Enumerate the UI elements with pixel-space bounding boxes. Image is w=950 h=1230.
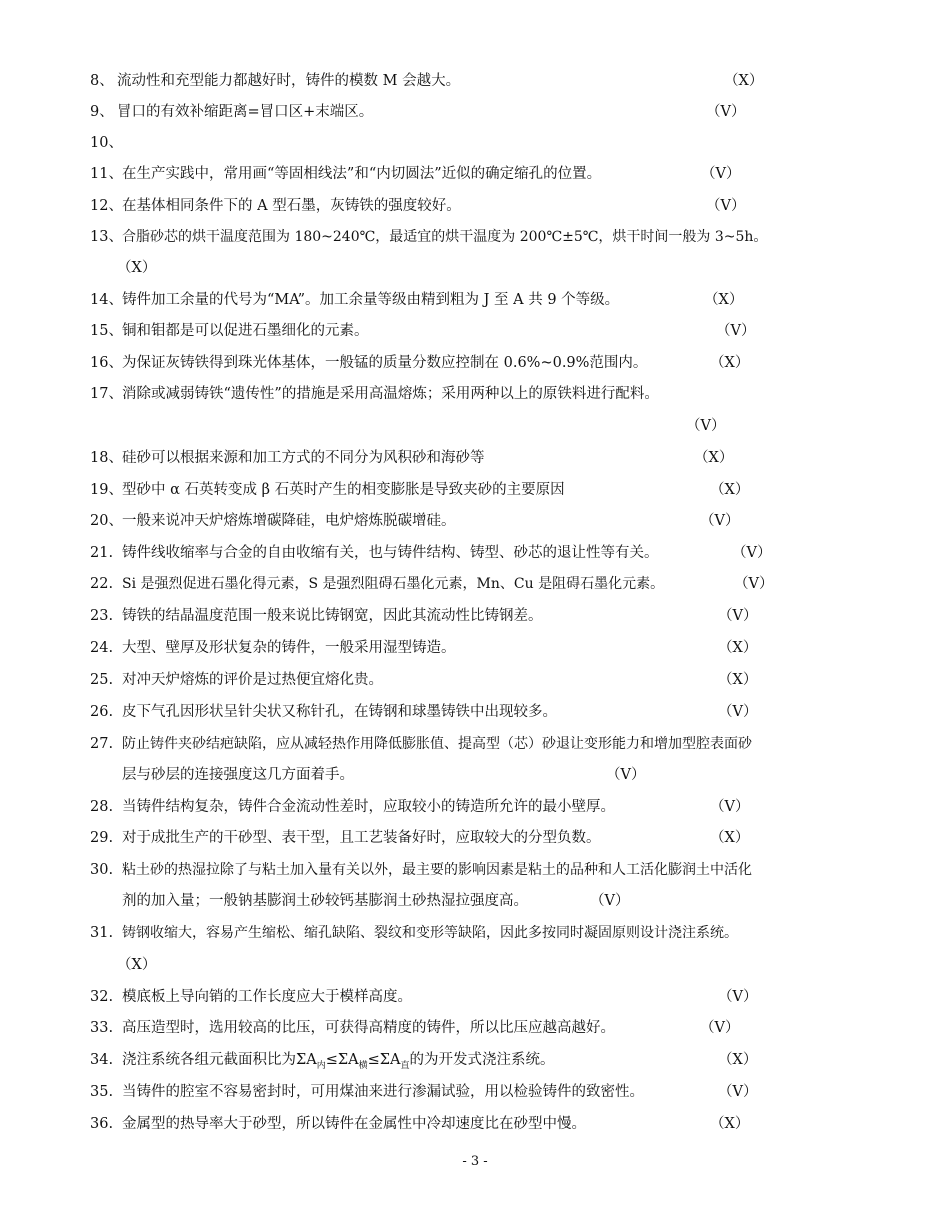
question-text: 铸件线收缩率与合金的自由收缩有关，也与铸件结构、铸型、砂芯的退让性等有关。 (122, 545, 659, 561)
question-text: 在基体相同条件下的 A 型石墨，灰铸铁的强度较好。 (122, 198, 461, 214)
answer-mark: （V） (700, 513, 740, 529)
question-number: 12、 (90, 198, 123, 214)
question-number: 35. (90, 1084, 114, 1100)
question-number: 20、 (90, 513, 123, 529)
answer-mark: （X） (718, 672, 758, 688)
question-text-continued: 剂的加入量；一般钠基膨润土砂较钙基膨润土砂热湿拉强度高。 (122, 893, 528, 909)
question-text: 铸铁的结晶温度范围一般来说比铸钢宽，因此其流动性比铸钢差。 (122, 608, 543, 624)
question-number: 18、 (90, 450, 123, 466)
question-text: Si 是强烈促进石墨化得元素，S 是强烈阻碍石墨化元素，Mn、Cu 是阻碍石墨化元素。 (122, 576, 665, 592)
question-text: 当铸件的腔室不容易密封时，可用煤油来进行渗漏试验，用以检验铸件的致密性。 (122, 1084, 644, 1100)
answer-mark: （X） (117, 260, 157, 276)
question-24 (0, 633, 950, 663)
question-text: 当铸件结构复杂，铸件合金流动性差时，应取较小的铸造所允许的最小壁厚。 (122, 799, 615, 815)
answer-mark: （V） (590, 893, 630, 909)
subscript: 横 (358, 1061, 368, 1071)
answer-mark: （X） (724, 73, 764, 89)
question-number: 25. (90, 672, 114, 688)
question-15 (0, 316, 950, 346)
question-26 (0, 697, 950, 727)
question-16 (0, 348, 950, 378)
answer-mark: （V） (606, 767, 646, 783)
answer-mark: （V） (706, 104, 746, 120)
question-21 (0, 538, 950, 568)
question-text: 冒口的有效补缩距离=冒口区+末端区。 (117, 104, 374, 120)
question-number: 36. (90, 1116, 114, 1132)
question-number: 15、 (90, 323, 123, 339)
question-number: 19、 (90, 482, 123, 498)
question-text: 合脂砂芯的烘干温度范围为 180~240℃，最适宜的烘干温度为 200℃±5℃，烘干时间一般为 3~5h。 (122, 229, 768, 245)
question-number: 34. (90, 1052, 114, 1068)
answer-mark: （X） (704, 292, 744, 308)
question-34 (0, 1045, 950, 1075)
question-14 (0, 285, 950, 315)
answer-mark: （V） (710, 799, 750, 815)
question-text: 消除或减弱铸铁“遗传性”的措施是采用高温熔炼；采用两种以上的原铁料进行配料。 (122, 386, 659, 402)
answer-mark: （X） (710, 355, 750, 371)
question-8 (0, 66, 950, 96)
question-29 (0, 823, 950, 853)
question-11 (0, 159, 950, 189)
page-number: - 3 - (462, 1154, 488, 1169)
answer-mark: （X） (710, 1116, 750, 1132)
question-27 (0, 729, 950, 759)
answer-mark: （X） (718, 640, 758, 656)
question-25 (0, 665, 950, 695)
answer-mark: （V） (718, 704, 758, 720)
question-17-answer-line (0, 411, 950, 441)
question-35 (0, 1077, 950, 1107)
question-text: 模底板上导向销的工作长度应大于模样高度。 (122, 989, 412, 1005)
question-number: 28. (90, 799, 114, 815)
question-number: 30. (90, 862, 114, 878)
formula-part: ≤ΣA (367, 1052, 401, 1068)
question-30-continued (0, 886, 950, 916)
question-36 (0, 1109, 950, 1139)
question-text: 流动性和充型能力都越好时，铸件的模数 M 会越大。 (117, 73, 461, 89)
question-text: 对于成批生产的干砂型、表干型，且工艺装备好时，应取较大的分型负数。 (122, 830, 601, 846)
question-12 (0, 191, 950, 221)
question-31 (0, 918, 950, 948)
answer-mark: （X） (694, 450, 734, 466)
question-text: 大型、壁厚及形状复杂的铸件，一般采用湿型铸造。 (122, 640, 456, 656)
question-text: 硅砂可以根据来源和加工方式的不同分为风积砂和海砂等 (122, 450, 485, 466)
question-number: 14、 (90, 292, 123, 308)
question-18 (0, 443, 950, 473)
question-number: 11、 (90, 166, 123, 182)
question-number: 21. (90, 545, 114, 561)
question-number: 23. (90, 608, 114, 624)
question-number: 31. (90, 925, 114, 941)
question-number: 27. (90, 736, 114, 752)
question-text: 一般来说冲天炉熔炼增碳降硅，电炉熔炼脱碳增硅。 (122, 513, 456, 529)
answer-mark: （X） (718, 1052, 758, 1068)
question-10 (0, 128, 950, 158)
question-number: 8、 (90, 73, 114, 89)
question-number: 17、 (90, 386, 123, 402)
formula-part: 的为开发式浇注系统。 (409, 1052, 555, 1068)
question-number: 9、 (90, 104, 114, 120)
question-17 (0, 379, 950, 409)
question-28 (0, 792, 950, 822)
question-text: 粘土砂的热湿拉除了与粘土加入量有关以外，最主要的影响因素是粘土的品种和人工活化膨润土中活化 (122, 862, 752, 878)
answer-mark: （V） (686, 418, 726, 434)
answer-mark: （V） (718, 608, 758, 624)
question-30 (0, 855, 950, 885)
answer-mark: （V） (718, 1084, 758, 1100)
question-number: 22. (90, 576, 114, 592)
answer-mark: （V） (732, 545, 772, 561)
question-20 (0, 506, 950, 536)
question-number: 29. (90, 830, 114, 846)
question-13 (0, 222, 950, 252)
question-33 (0, 1013, 950, 1043)
question-text: 铸件加工余量的代号为“MA”。加工余量等级由精到粗为 J 至 A 共 9 个等级。 (122, 292, 620, 308)
question-text: 在生产实践中，常用画“等固相线法”和“内切圆法”近似的确定缩孔的位置。 (122, 166, 602, 182)
question-27-continued (0, 760, 950, 790)
question-9 (0, 97, 950, 127)
subscript: 直 (400, 1061, 410, 1071)
question-number: 10、 (90, 135, 123, 151)
question-number: 33. (90, 1020, 114, 1036)
question-number: 32. (90, 989, 114, 1005)
question-text: 对冲天炉熔炼的评价是过热便宜熔化贵。 (122, 672, 383, 688)
answer-mark: （V） (700, 1020, 740, 1036)
subscript: 内 (316, 1061, 326, 1071)
question-text: 型砂中 α 石英转变成 β 石英时产生的相变膨胀是导致夹砂的主要原因 (122, 482, 565, 498)
question-text: 铸钢收缩大，容易产生缩松、缩孔缺陷、裂纹和变形等缺陷，因此多按同时凝固原则设计浇注系统。 (122, 925, 738, 941)
answer-mark: （X） (117, 957, 157, 973)
question-text: 为保证灰铸铁得到珠光体基体，一般锰的质量分数应控制在 0.6%~0.9%范围内。 (122, 355, 648, 371)
answer-mark: （X） (710, 830, 750, 846)
question-text: 铜和钼都是可以促进石墨细化的元素。 (122, 323, 369, 339)
answer-mark: （V） (718, 989, 758, 1005)
question-text (122, 1045, 555, 1081)
answer-mark: （V） (701, 166, 741, 182)
formula-part: 浇注系统各组元截面积比为ΣA (122, 1052, 317, 1068)
question-13-answer-line (0, 253, 950, 283)
answer-mark: （V） (706, 198, 746, 214)
question-number: 13、 (90, 229, 123, 245)
question-23 (0, 601, 950, 631)
question-text: 金属型的热导率大于砂型，所以铸件在金属性中冷却速度比在砂型中慢。 (122, 1116, 586, 1132)
question-22 (0, 569, 950, 599)
answer-mark: （V） (734, 576, 774, 592)
question-text-continued: 层与砂层的连接强度这几方面着手。 (122, 767, 354, 783)
question-text: 高压造型时，选用较高的比压，可获得高精度的铸件，所以比压应越高越好。 (122, 1020, 615, 1036)
question-19 (0, 475, 950, 505)
question-text: 皮下气孔因形状呈针尖状又称针孔，在铸钢和球墨铸铁中出现较多。 (122, 704, 557, 720)
answer-mark: （X） (710, 482, 750, 498)
question-32 (0, 982, 950, 1012)
question-number: 26. (90, 704, 114, 720)
question-number: 16、 (90, 355, 123, 371)
question-31-answer-line (0, 950, 950, 980)
question-text: 防止铸件夹砂结疤缺陷，应从减轻热作用降低膨胀值、提高型（芯）砂退让变形能力和增加型腔表面砂 (122, 736, 752, 752)
question-number: 24. (90, 640, 114, 656)
answer-mark: （V） (716, 323, 756, 339)
formula-part: ≤ΣA (325, 1052, 359, 1068)
